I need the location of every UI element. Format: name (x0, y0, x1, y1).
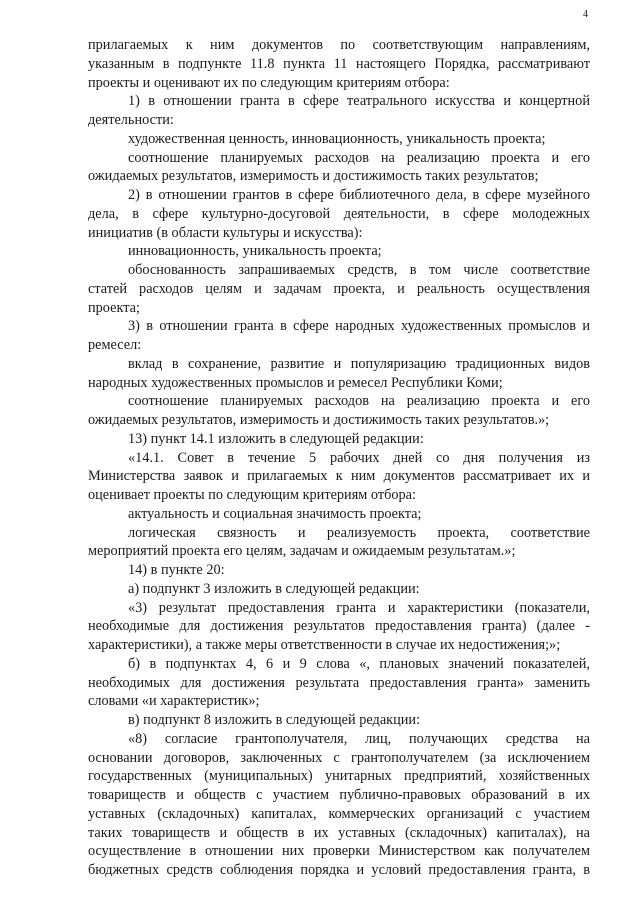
text-line: художественная ценность, инновационность, уникальность проекта; (128, 130, 546, 147)
text-line: ожидаемых результатов, измеримость и достижимость таких результатов; (88, 168, 539, 185)
text-line: «3) результат предоставления гранта и характеристики (показатели, (128, 599, 590, 616)
text-line: указанным в подпункте 11.8 пункта 11 настоящего Порядка, рассматривают (88, 55, 590, 72)
text-line: государственных (муниципальных) унитарных предприятий, хозяйственных (88, 768, 590, 785)
page-number: 4 (583, 9, 588, 20)
text-line: инновационность, уникальность проекта; (128, 243, 382, 260)
text-line: проекта; (88, 299, 140, 316)
text-line: проекты и оценивают их по следующим критериям отбора: (88, 74, 450, 91)
text-line: 1) в отношении гранта в сфере театрального искусства и концертной (128, 93, 590, 110)
text-line: основании договоров, заключенных с грантополучателем (за исключением (88, 749, 590, 766)
text-line: необходимые для достижения результатов предоставления гранта) (далее - (88, 618, 590, 635)
text-line: актуальность и социальная значимость проекта; (128, 505, 422, 522)
text-line: Министерства заявок и прилагаемых к ним документов рассматривает их и (88, 468, 590, 485)
text-line: словами «и характеристик»; (88, 693, 260, 710)
text-line: необходимых для достижения результата предоставления гранта» заменить (88, 674, 590, 691)
text-line: 2) в отношении грантов в сфере библиотечного дела, в сфере музейного (128, 187, 590, 203)
text-line: характеристики), а также меры ответственности в случае их недостижения;»; (88, 637, 561, 653)
text-line: 3) в отношении гранта в сфере народных художественных промыслов и (128, 318, 590, 335)
text-line: «8) согласие грантополучателя, лиц, получающих средства на (128, 730, 590, 747)
text-line: б) в подпунктах 4, 6 и 9 слова «, плановых значений показателей, (128, 655, 590, 672)
text-line: товариществ и обществ с участием публично-правовых образований в их (88, 787, 590, 803)
text-line: бюджетных средств соблюдения порядка и условий предоставления гранта, в (88, 862, 590, 878)
text-line: логическая связность и реализуемость проекта, соответствие (128, 524, 590, 541)
text-line: ожидаемых результатов, измеримость и достижимость таких результатов.»; (88, 412, 550, 428)
text-line: соотношение планируемых расходов на реализацию проекта и его (128, 149, 590, 166)
document-body (88, 36, 590, 880)
text-line: 13) пункт 14.1 изложить в следующей редакции: (128, 430, 424, 447)
text-line: мероприятий проекта его целям, задачам и ожидаемым результатам.»; (88, 543, 516, 560)
text-line: инициатив (в области культуры и искусства): (88, 224, 363, 241)
text-line: в) подпункт 8 изложить в следующей редакции: (128, 712, 421, 728)
text-line: обоснованность запрашиваемых средств, в том числе соответствие (128, 262, 590, 278)
text-line: а) подпункт 3 изложить в следующей редакции: (128, 580, 420, 597)
text-line: статей расходов целям и задачам проекта, и реальность осуществления (88, 280, 590, 297)
text-line: соотношение планируемых расходов на реализацию проекта и его (128, 393, 590, 410)
text-line: ремесел: (88, 337, 142, 353)
text-line: уставных (складочных) капиталах, коммерческих организаций с участием (88, 805, 590, 822)
text-line: народных художественных промыслов и ремесел Республики Коми; (88, 374, 503, 391)
text-line: вклад в сохранение, развитие и популяризацию традиционных видов (128, 355, 590, 372)
text-line: осуществление в отношении них проверки Министерством как получателем (88, 843, 590, 860)
text-line: 14) в пункте 20: (128, 562, 225, 578)
text-line: таких товариществ и обществ в их уставных (складочных) капиталах), на (88, 824, 590, 841)
text-line: дела, в сфере культурно-досуговой деятельности, в сфере молодежных (88, 205, 590, 222)
text-line: прилагаемых к ним документов по соответствующим направлениям, (88, 37, 590, 53)
text-line: деятельности: (88, 112, 174, 128)
text-line: «14.1. Совет в течение 5 рабочих дней со дня получения из (128, 449, 590, 466)
text-line: оценивает проекты по следующим критериям отбора: (88, 487, 417, 503)
